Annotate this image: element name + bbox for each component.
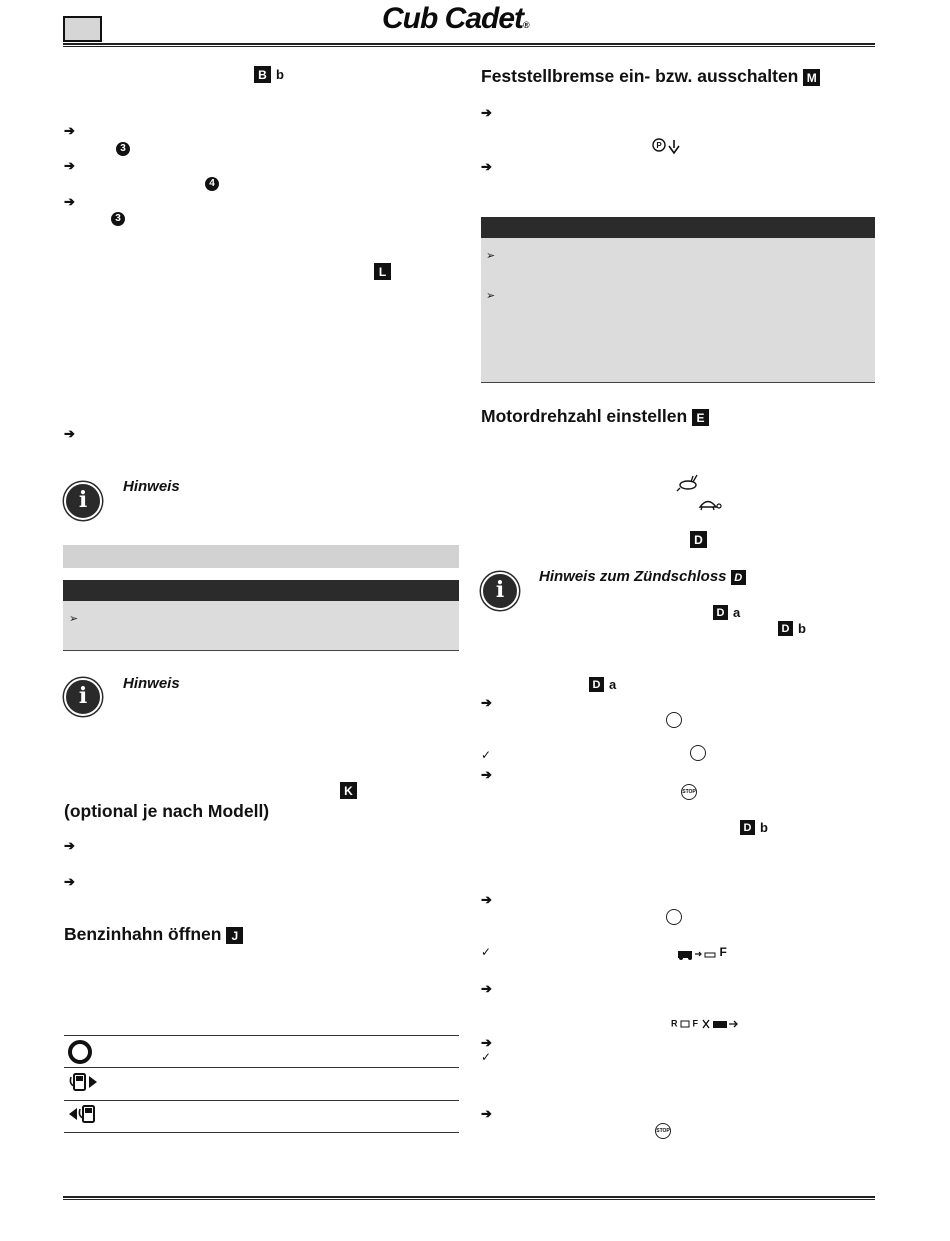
checkmark-icon: ✓: [481, 945, 492, 959]
motor-heading: Motordrehzahl einstellen E: [481, 406, 709, 427]
ref-L: L: [374, 263, 391, 281]
ignition-hint-heading: Hinweis zum Zündschloss D: [539, 568, 746, 585]
arrow-icon: ➔: [64, 158, 75, 173]
arrow-icon: ➔: [481, 1035, 492, 1050]
pedal-icon: [680, 1019, 690, 1029]
stop-icon: STOP: [681, 784, 697, 800]
arrow-icon: ➔: [481, 1106, 492, 1121]
table-rule: [64, 1035, 459, 1036]
bullet-icon: ➢: [486, 250, 496, 262]
fuel-off-icon: [68, 1104, 100, 1126]
warning-header-bar: [63, 580, 459, 601]
arrow-icon: ➔: [481, 892, 492, 907]
ref-D-b: D b: [778, 620, 806, 638]
arrow-icon: ➔: [481, 159, 492, 174]
arrow-icon: ➔: [481, 767, 492, 782]
brake-heading: Feststellbremse ein- bzw. ausschalten M: [481, 66, 820, 87]
ref-D-a: D a: [713, 604, 740, 622]
arrow-icon: ➔: [481, 105, 492, 120]
mower-forward-symbol: F: [677, 945, 727, 960]
ref-B-b: B b: [254, 66, 284, 84]
fuel-on-icon: [68, 1072, 100, 1094]
info-icon: i: [481, 572, 519, 610]
info-icon: i: [64, 482, 102, 520]
stop-icon: STOP: [655, 1123, 671, 1139]
optional-heading: (optional je nach Modell): [64, 801, 270, 821]
ref-D: D: [690, 531, 707, 549]
hare-icon: [676, 474, 700, 492]
mower-blade-icon: [701, 1017, 741, 1031]
table-rule: [64, 1132, 459, 1133]
circle-off-icon: [68, 1040, 92, 1064]
benzin-heading: Benzinhahn öffnen J: [64, 924, 243, 945]
footer-rule: [63, 1196, 875, 1200]
key-off-icon: [666, 909, 682, 925]
ref-K: K: [340, 782, 357, 800]
parking-brake-icon: [652, 138, 686, 156]
hint-label: Hinweis: [123, 675, 180, 692]
header-rule: [63, 43, 875, 47]
ref-D-b: D b: [740, 819, 768, 837]
arrow-icon: ➔: [64, 874, 75, 889]
key-off-icon: [666, 712, 682, 728]
section-bar: [63, 545, 459, 568]
page-number-box: [63, 16, 102, 42]
bullet-icon: ➢: [69, 613, 79, 625]
reverse-forward-symbol: R F: [671, 1017, 741, 1031]
checkmark-icon: ✓: [481, 748, 492, 762]
arrow-icon: ➔: [481, 695, 492, 710]
arrow-icon: ➔: [64, 838, 75, 853]
step-number: 3: [116, 142, 130, 156]
step-number: 3: [111, 212, 125, 226]
hint-label: Hinweis: [123, 478, 180, 495]
info-icon: i: [64, 678, 102, 716]
warning-box: [481, 238, 875, 383]
step-number: 4: [205, 177, 219, 191]
table-rule: [64, 1100, 459, 1101]
table-rule: [64, 1067, 459, 1068]
warning-box: [63, 601, 459, 651]
brand-logo: Cub Cadet®: [382, 2, 529, 35]
checkmark-icon: ✓: [481, 1050, 492, 1064]
ref-D-a: D a: [589, 676, 616, 694]
arrow-icon: ➔: [481, 981, 492, 996]
bullet-icon: ➢: [486, 290, 496, 302]
arrow-icon: ➔: [64, 123, 75, 138]
arrow-icon: ➔: [64, 194, 75, 209]
arrow-icon: ➔: [64, 426, 75, 441]
key-start-icon: [690, 745, 706, 761]
tortoise-icon: [696, 496, 722, 512]
svg-text:P: P: [656, 141, 662, 150]
mower-icon: [677, 948, 717, 960]
warning-header-bar: [481, 217, 875, 238]
